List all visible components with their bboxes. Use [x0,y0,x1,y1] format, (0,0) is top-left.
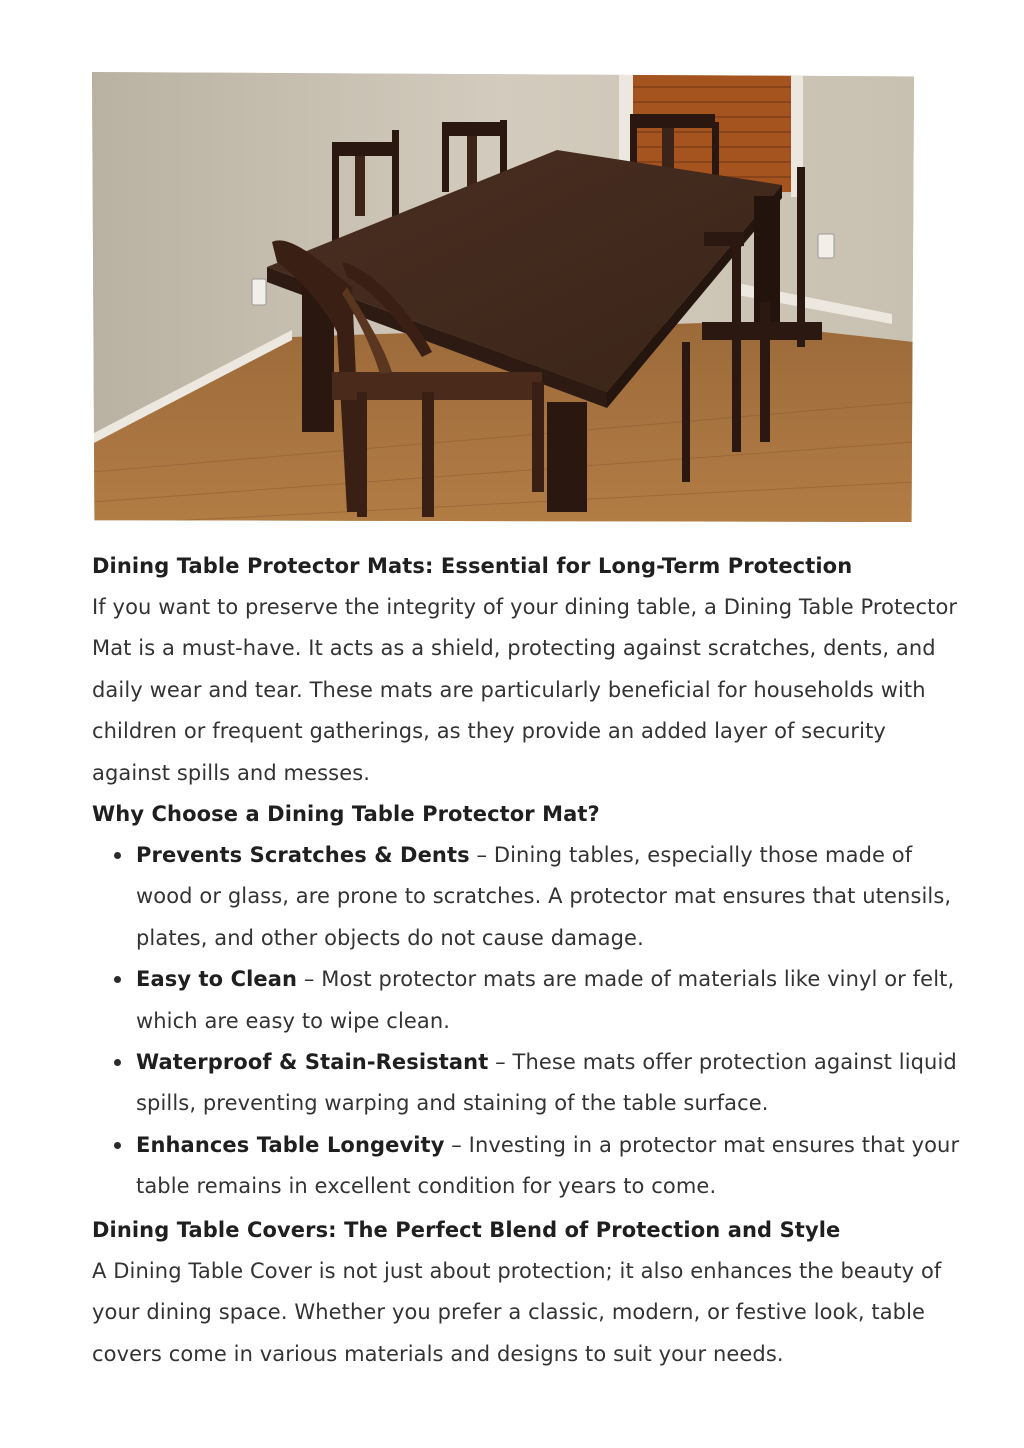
list-item-title: Enhances Table Longevity [136,1132,445,1157]
benefits-list [92,835,962,1208]
section-heading-why-choose: Why Choose a Dining Table Protector Mat? [92,802,600,827]
list-item [136,835,962,959]
section-paragraph-protector-mats: If you want to preserve the integrity of your dining table, a Dining Table Protector Mat is a must-have. It acts as a shield, protecting against scratches, dents, and daily wear and tear. These mats are particularly beneficial for households with children or frequent gatherings, as they provide an added layer of security against spills and messes. [92,595,958,785]
section-heading-protector-mats: Dining Table Protector Mats: Essential for Long-Term Protection [92,554,853,578]
section-paragraph-table-covers: A Dining Table Cover is not just about protection; it also enhances the beauty of your dining space. Whether you prefer a classic, modern, or festive look, table covers come in various materials and designs to suit your needs. [92,1258,942,1366]
section-heading-table-covers: Dining Table Covers: The Perfect Blend of Protection and Style [92,1217,841,1242]
list-item-title: Waterproof & Stain-Resistant [136,1050,489,1075]
list-item [136,959,962,1042]
list-item-text: – Most protector mats are made of materials like vinyl or felt, which are easy to wipe clean. [136,967,955,1033]
list-item-text: – Dining tables, especially those made of wood or glass, are prone to scratches. A protector mat ensures that utensils, plates, and other objects do not cause damage. [136,843,952,950]
article-body [92,546,962,1375]
list-item [136,1125,962,1208]
list-item-text: – These mats offer protection against liquid spills, preventing warping and staining of the table surface. [136,1050,957,1116]
list-item-title: Prevents Scratches & Dents [136,843,470,868]
list-item-text: – Investing in a protector mat ensures that your table remains in excellent condition for years to come. [136,1132,960,1199]
list-item-title: Easy to Clean [136,967,298,992]
dining-table-photo [92,72,914,522]
list-item [136,1042,962,1125]
